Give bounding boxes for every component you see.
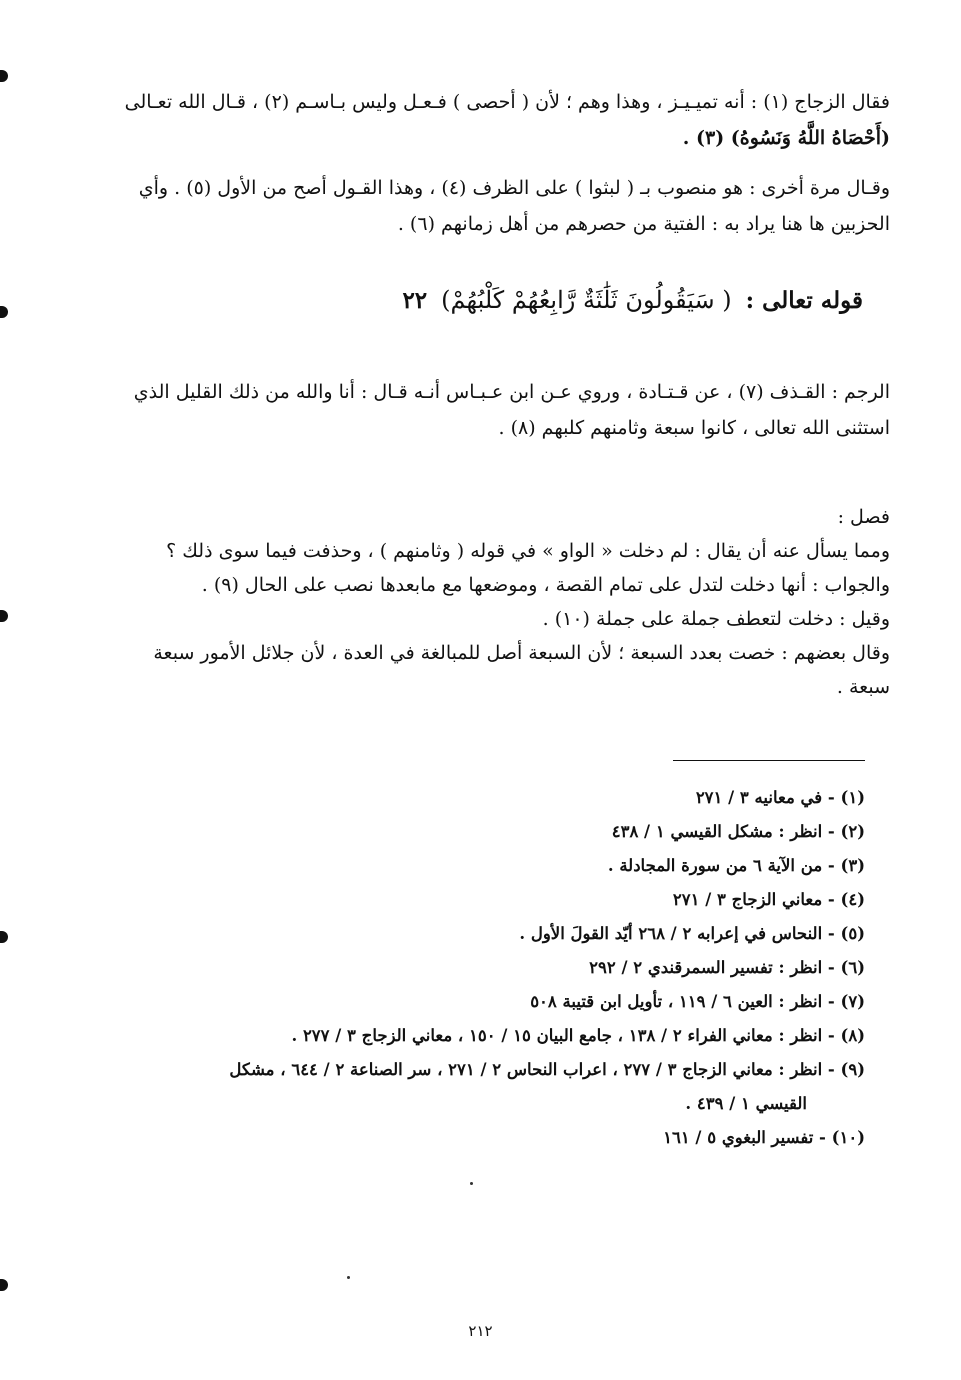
verse-heading	[402, 286, 863, 314]
text-line: الرجم : القـذف (٧) ، عن قـتـادة ، وروي عـن ابن عـبـاس أنـه قـال : أنا والله من ذلك القليل الذي	[133, 381, 890, 403]
section-title: فصل :	[837, 506, 890, 528]
footnote: (٣) - من الآية ٦ من سورة المجادلة .	[607, 856, 865, 875]
binding-mark	[0, 610, 8, 622]
footnote: (٧) - انظر : العين ٦ / ١١٩ ، تأويل ابن قتيبة ٥٠٨	[530, 992, 865, 1011]
binding-mark	[0, 70, 8, 82]
footnote: (٢) - انظر : مشكل القيسي ١ / ٤٣٨	[611, 822, 865, 841]
footnote: (٤) - معاني الزجاج ٣ / ٢٧١	[672, 890, 865, 909]
binding-mark	[0, 931, 8, 943]
section-fasl	[82, 500, 890, 704]
text-line: استثنى الله تعالى ، كانوا سبعة وثامنهم كلبهم (٨) .	[498, 417, 890, 439]
binding-mark	[0, 306, 8, 318]
verse-number: ٢٢	[402, 287, 428, 314]
text-line: والجواب : أنها دخلت لتدل على تمام القصة ، وموضعها مع مابعدها نصب على الحال (٩) .	[201, 574, 890, 596]
text-line: سبعة .	[836, 676, 890, 698]
paragraph-zajjaj	[82, 84, 890, 156]
text-line: فقال الزجاج (١) : أنه تميـيـز ، وهذا وهم ؛ لأن ( أحصى ) فـعـل وليس بـاسـم (٢) ، قـال الله تعـالى	[124, 91, 890, 113]
text-line: وقال بعضهم : خصت بعدد السبعة ؛ لأن السبعة أصل للمبالغة في العدة ، لأن جلائل الأمور سبعة	[153, 642, 890, 664]
footnote: (٩) - انظر : معاني الزجاج ٣ / ٢٧٧ ، اعراب النحاس ٢ / ٢٧١ ، سر الصناعة ٢ / ٦٤٤ ، مشكل	[229, 1060, 865, 1079]
footnote: (٨) - انظر : معاني الفراء ٢ / ١٣٨ ، جامع البيان ١٥ / ١٥٠ ، معاني الزجاج ٣ / ٢٧٧ .	[291, 1026, 865, 1045]
page-number: ٢١٢	[468, 1322, 493, 1340]
text-line: وقـال مرة أخرى : هو منصوب بـ ( لبثوا ) على الظرف (٤) ، وهذا القـول أصح من الأول (٥) . وأي	[138, 177, 890, 199]
footnotes	[82, 781, 865, 1155]
footnote: (١) - في معانيه ٣ / ٢٧١	[695, 788, 865, 807]
footnote-divider	[673, 760, 865, 761]
footnote-continuation: القيسي ١ / ٤٣٩ .	[685, 1094, 807, 1113]
paragraph-rajm	[82, 374, 890, 446]
binding-mark	[0, 1279, 8, 1291]
footnote: (١٠) - تفسير البغوي ٥ / ١٦١	[663, 1128, 865, 1147]
heading-label: قوله تعالى :	[745, 287, 863, 314]
footnote: (٥) - النحاس في إعرابه ٢ / ٢٦٨ أيّد القولَ الأول .	[519, 924, 865, 943]
text-line: ومما يسأل عنه أن يقال : لم دخلت « الواو » في قوله ( وثامنهم ) ، وحذفت فيما سوى ذلك ؟	[166, 540, 890, 562]
scan-speck	[470, 1182, 473, 1185]
text-line: الحزبين ها هنا يراد به : الفتية من حصرهم من أهل زمانهم (٦) .	[397, 213, 890, 235]
text-line: (أَحْصَاهُ اللَّهُ وَنَسُوهُ) (٣) .	[682, 127, 890, 149]
paragraph-hizbayn	[82, 170, 890, 242]
footnote: (٦) - انظر : تفسير السمرقندي ٢ / ٢٩٢	[589, 958, 865, 977]
quran-verse: ( سَيَقُولُونَ ثَلَٰثَةٌ رَّابِعُهُمْ كَلْبُهُمْ)	[441, 286, 732, 314]
scan-speck	[347, 1276, 350, 1279]
text-line: وقيل : دخلت لتعطف جملة على جملة (١٠) .	[542, 608, 890, 630]
